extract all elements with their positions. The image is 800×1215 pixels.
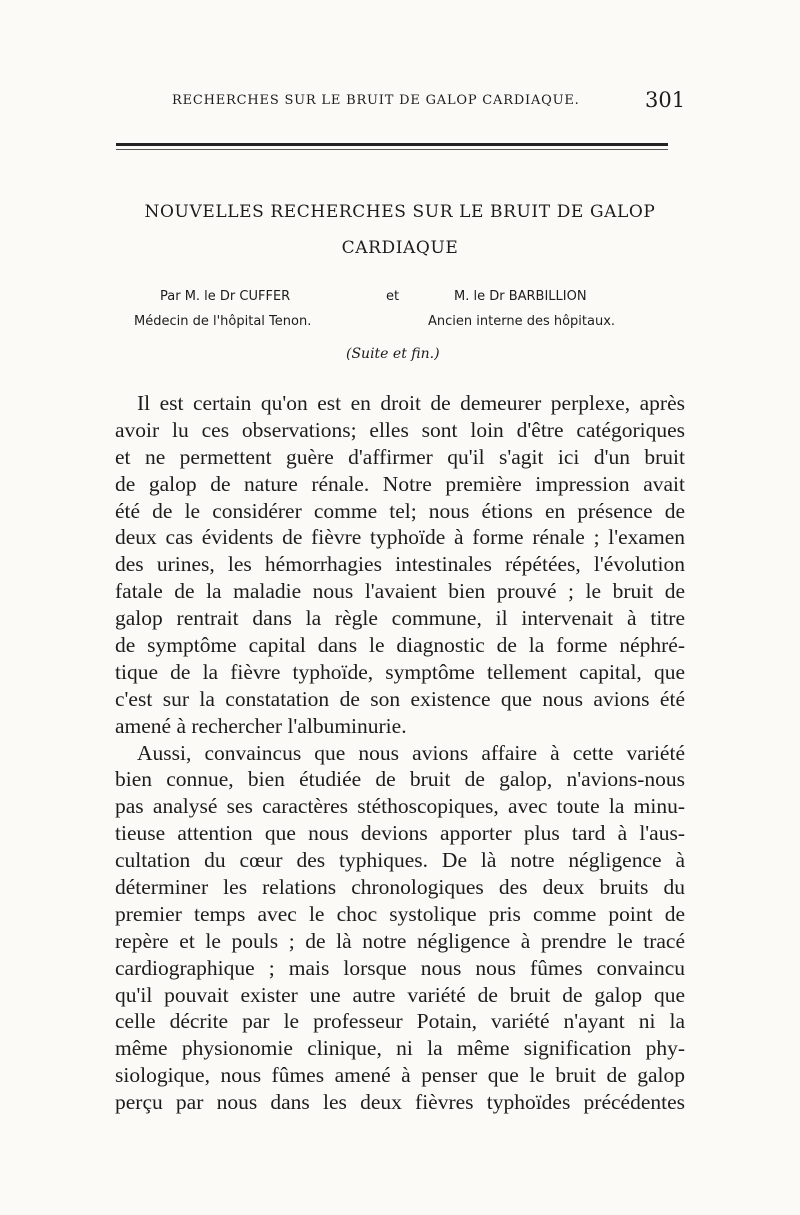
body-line: siologique, nous fûmes amené à penser que le bruit de galop xyxy=(115,1063,685,1088)
body-line: pas analysé ses caractères stéthoscopiques, avec toute la minu- xyxy=(115,794,685,819)
continuation-note: (Suite et fin.) xyxy=(346,346,440,362)
author-2-role: Ancien interne des hôpitaux. xyxy=(428,314,616,329)
body-line: premier temps avec le choc systolique pris comme point de xyxy=(115,901,685,926)
header-rule-thick xyxy=(116,143,668,146)
running-head: RECHERCHES SUR LE BRUIT DE GALOP CARDIAQUE. xyxy=(172,93,580,108)
article-title-line-2: CARDIAQUE xyxy=(341,238,459,258)
author-1-name: Par M. le Dr CUFFER xyxy=(160,289,291,304)
body-line: avoir lu ces observations; elles sont loin d'être catégoriques xyxy=(115,417,685,442)
body-line: même physionomie clinique, ni la même signification phy- xyxy=(115,1036,685,1061)
header-rule-thin xyxy=(116,149,668,150)
body-line: celle décrite par le professeur Potain, variété n'ayant ni la xyxy=(115,1009,685,1034)
body-line: fatale de la maladie nous l'avaient bien prouvé ; le bruit de xyxy=(115,579,685,604)
body-line: tique de la fièvre typhoïde, symptôme tellement capital, que xyxy=(115,659,685,684)
body-line: cardiographique ; mais lorsque nous nous fûmes convaincu xyxy=(115,955,685,980)
body-line: amené à rechercher l'albuminurie. xyxy=(115,713,407,738)
author-1-role: Médecin de l'hôpital Tenon. xyxy=(134,314,312,329)
body-line: qu'il pouvait exister une autre variété de bruit de galop que xyxy=(115,982,685,1007)
body-line: de galop de nature rénale. Notre première impression avait xyxy=(115,471,685,496)
body-line: déterminer les relations chronologiques des deux bruits du xyxy=(115,875,685,900)
body-line: des urines, les hémorrhagies intestinales répétées, l'évolution xyxy=(115,552,685,577)
body-line: bien connue, bien étudiée de bruit de galop, n'avions-nous xyxy=(115,767,685,792)
page-number: 301 xyxy=(645,88,686,112)
body-line: deux cas évidents de fièvre typhoïde à forme rénale ; l'examen xyxy=(115,525,685,550)
body-line: c'est sur la constatation de son existence que nous avions été xyxy=(115,686,685,711)
body-line: Aussi, convaincus que nous avions affaire à cette variété xyxy=(137,740,685,765)
author-2-name: M. le Dr BARBILLION xyxy=(454,289,587,304)
body-line: perçu par nous dans les deux fièvres typhoïdes précédentes xyxy=(115,1090,685,1115)
body-text xyxy=(115,390,685,1116)
body-line: et ne permettent guère d'affirmer qu'il s'agit ici d'un bruit xyxy=(115,444,685,469)
body-line: Il est certain qu'on est en droit de demeurer perplexe, après xyxy=(137,391,685,415)
body-line: galop rentrait dans la règle commune, il intervenait à titre xyxy=(115,606,685,631)
body-line: repère et le pouls ; de là notre négligence à prendre le tracé xyxy=(115,928,685,953)
article-title-line-1: NOUVELLES RECHERCHES SUR LE BRUIT DE GALOP xyxy=(144,202,656,222)
body-line: été de le considérer comme tel; nous étions en présence de xyxy=(115,498,685,523)
author-conjunction: et xyxy=(386,289,400,304)
body-line: tieuse attention que nous devions apporter plus tard à l'aus- xyxy=(115,821,685,846)
body-line: cultation du cœur des typhiques. De là notre négligence à xyxy=(115,848,685,873)
body-line: de symptôme capital dans le diagnostic de la forme néphré- xyxy=(115,633,685,658)
